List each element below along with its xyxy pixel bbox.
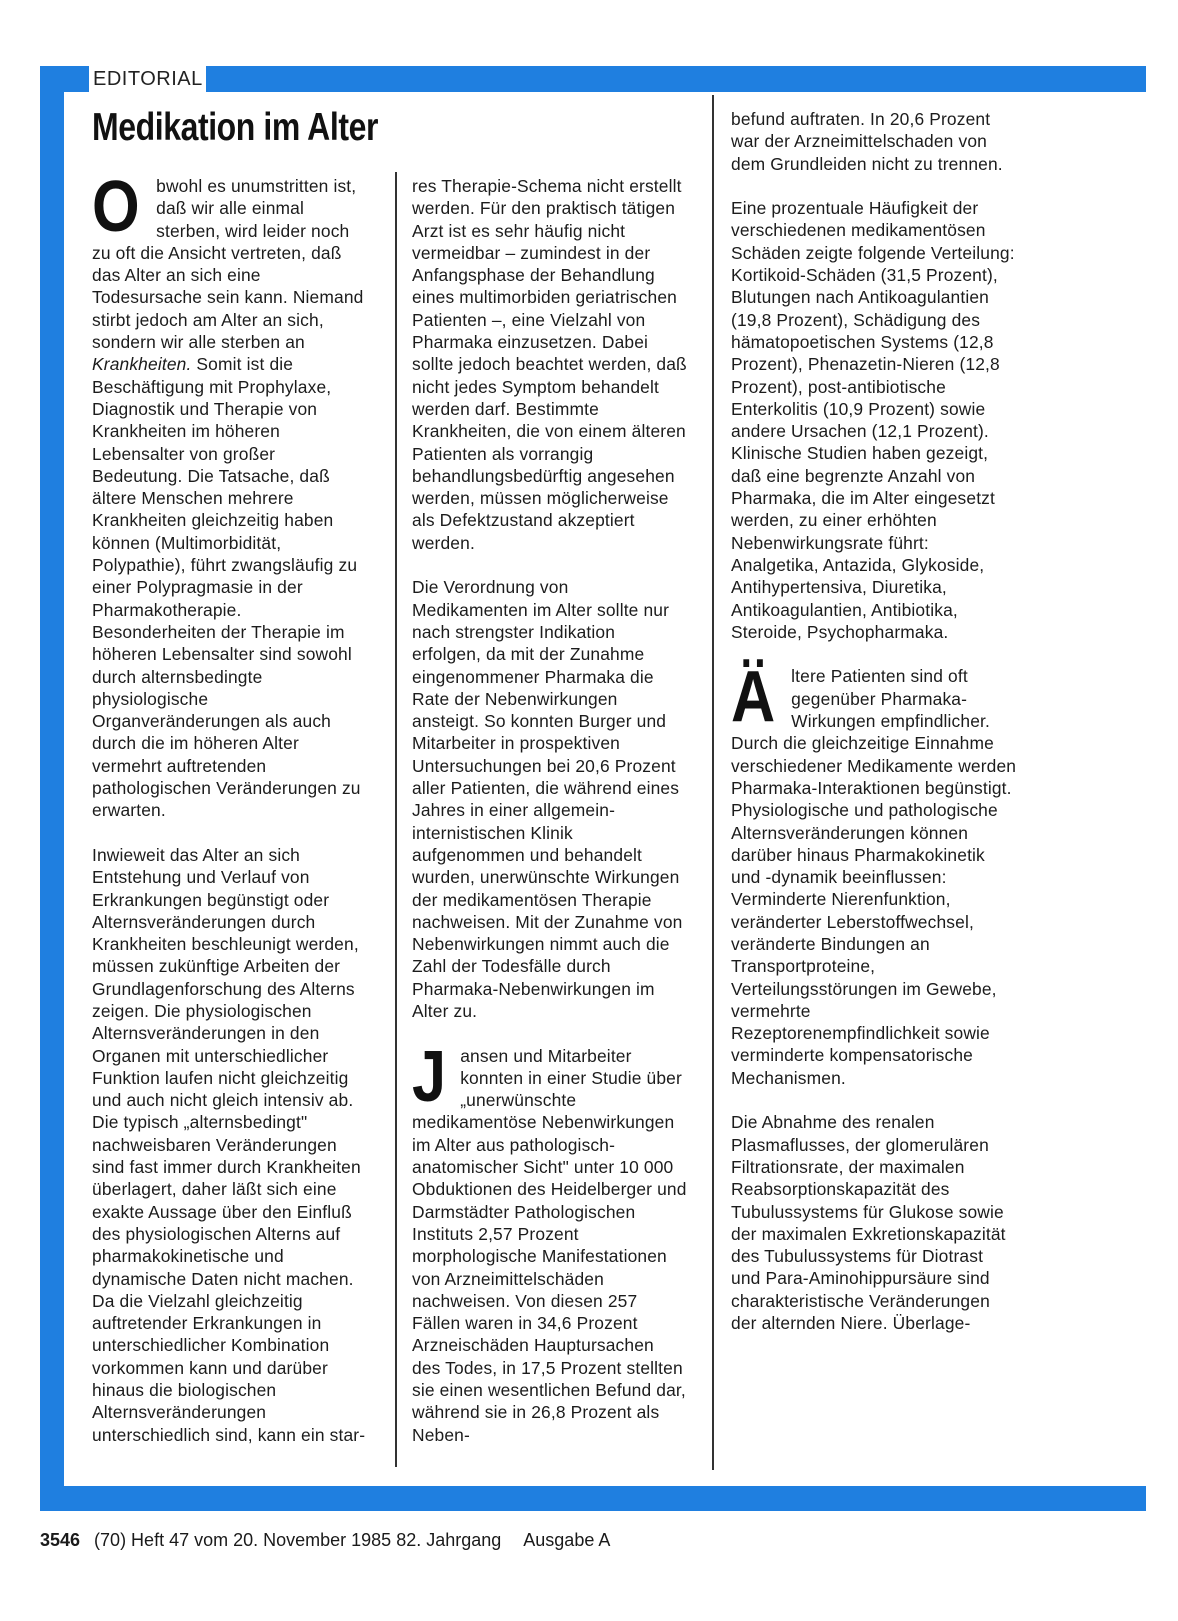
bottom-blue-bar (40, 1486, 1146, 1511)
text-column-1 (92, 167, 370, 1468)
text-column-2 (412, 175, 687, 1468)
column-divider-1 (395, 172, 397, 1467)
paragraph (731, 657, 1017, 1089)
edition-label: Ausgabe A (523, 1530, 611, 1550)
paragraph-text: bwohl es unumstritten ist, daß wir alle einmal sterben, wird leider noch zu oft die Ansicht vertreten, daß das Alter an sich eine Todesursache sein kann. Niemand stirbt jedoch am Alter an sich, sondern wir alle sterben an (92, 176, 364, 353)
paragraph-text: ltere Patienten sind oft gegenüber Pharmaka-Wirkungen empfindlicher. Durch die gleichzeitige Einnahme verschiedener Medikamente werden Pharmaka-Interaktionen begünstigt. Physiologische und pathologische Alternsveränderungen können darüber hinaus Pharmakokinetik und -dynamik beeinflussen: Verminderte Nierenfunktion, veränderter Leberstoffwechsel, veränderte Bindungen an Transportproteine, Verteilungsstörungen im Gewebe, vermehrte Rezeptorenempfindlichkeit sowie verminderte kompensatorische Mechanismen. (731, 666, 1017, 1088)
paragraph: befund auftraten. In 20,6 Prozent war der Arzneimittelschaden von dem Grundleiden nicht zu trennen. (731, 109, 1003, 174)
paragraph: Inwieweit das Alter an sich Entstehung und Verlauf von Erkrankungen begünstigt oder Alternsveränderungen durch Krankheiten beschleunigt werden, müssen zukünftige Arbeiten der Grundlagenforschung des Alterns zeigen. Die physiologischen Alternsveränderungen in den Organen mit unterschiedlicher Funktion laufen nicht gleichzeitig und auch nicht gleich intensiv ab. Die typisch „alternsbedingt" nachweisbaren Veränderungen sind fast immer durch Krankheiten überlagert, daher läßt sich eine exakte Aussage über den Einfluß des physiologischen Alterns auf pharmakokinetische und dynamische Daten nicht machen. Da die Vielzahl gleichzeitig auftretender Erkrankungen in unterschiedlicher Kombination vorkommen kann und darüber hinaus die biologischen Alternsveränderungen unterschiedlich sind, kann ein star- (92, 844, 366, 1445)
paragraph: res Therapie-Schema nicht erstellt werden. Für den praktisch tätigen Arzt ist es sehr häufig nicht vermeidbar – zumindest in der Anfangsphase der Behandlung eines multimorbiden geriatrischen Patienten –, eine Vielzahl von Pharmaka einzusetzen. Dabei sollte jedoch beachtet werden, daß nicht jedes Symptom behandelt werden darf. Bestimmte Krankheiten, die von einem älteren Patienten als vorrangig behandlungsbedürftig angesehen werden, müssen möglicherweise als Defektzustand akzeptiert werden. (412, 176, 687, 553)
text-column-3 (731, 108, 1017, 1357)
column-divider-2 (712, 95, 714, 1470)
emphasis-text: Krankheiten. (92, 354, 192, 375)
left-blue-bar (40, 66, 64, 1511)
page-footer (40, 1530, 610, 1551)
paragraph (92, 167, 370, 822)
paragraph (412, 1036, 687, 1446)
paragraph: Die Verordnung von Medikamenten im Alter sollte nur nach strengster Indikation erfolgen, da mit der Zunahme eingenommener Pharmaka die Rate der Nebenwirkungen ansteigt. So konnten Burger und Mitarbeiter in prospektiven Untersuchungen bei 20,6 Prozent aller Patienten, die während eines Jahres in einer allgemein-internistischen Klinik aufgenommen und behandelt wurden, unerwünschte Wirkungen der medikamentösen Therapie nachweisen. Mit der Zunahme von Nebenwirkungen nimmt auch die Zahl der Todesfälle durch Pharmaka-Nebenwirkungen im Alter zu. (412, 577, 683, 1021)
section-label: EDITORIAL (89, 66, 206, 93)
drop-cap: Ä (731, 657, 776, 738)
paragraph: Eine prozentuale Häufigkeit der verschiedenen medikamentösen Schäden zeigte folgende Verteilung: Kortikoid-Schäden (31,5 Prozent), Blutungen nach Antikoagulantien (19,8 Prozent), Schädigung des hämatopoetischen Systems (12,8 Prozent), Phenazetin-Nieren (12,8 Prozent), post-antibiotische Enterkolitis (10,9 Prozent) sowie andere Ursachen (12,1 Prozent). Klinische Studien haben gezeigt, daß eine begrenzte Anzahl von Pharmaka, die im Alter eingesetzt werden, zu einer erhöhten Nebenwirkungsrate führt: Analgetika, Antazida, Glykoside, Antihypertensiva, Diuretika, Antikoagulantien, Antibiotika, Steroide, Psychopharmaka. (731, 198, 1015, 642)
paragraph-text: Somit ist die Beschäftigung mit Prophylaxe, Diagnostik und Therapie von Krankheiten im höheren Lebensalter von großer Bedeutung. Die Tatsache, daß ältere Menschen mehrere Krankheiten gleichzeitig haben können (Multimorbidität, Polypathie), führt zwangsläufig zu einer Polypragmasie in der Pharmakotherapie. Besonderheiten der Therapie im höheren Lebensalter sind sowohl durch alternsbedingte physiologische Organveränderungen als auch durch die im höheren Alter vermehrt auftretenden pathologischen Veränderungen zu erwarten. (92, 354, 361, 821)
issue-info: (70) Heft 47 vom 20. November 1985 82. Jahrgang (94, 1530, 502, 1550)
paragraph: Die Abnahme des renalen Plasmaflusses, der glomerulären Filtrationsrate, der maximalen Reabsorptionskapazität des Tubulussystems für Glukose sowie der maximalen Exkretionskapazität des Tubulussystems für Diotrast und Para-Aminohippursäure sind charakteristische Veränderungen der alternden Niere. Überlage- (731, 1112, 1006, 1334)
paragraph-text: ansen und Mitarbeiter konnten in einer Studie über „unerwünschte medikamentöse Nebenwirkungen im Alter aus pathologisch-anatomischer Sicht" unter 10 000 Obduktionen des Heidelberger und Darmstädter Pathologischen Instituts 2,57 Prozent morphologische Manifestationen von Arzneimittelschäden nachweisen. Von diesen 257 Fällen waren in 34,6 Prozent Arzneischäden Hauptursachen des Todes, in 17,5 Prozent stellten sie einen wesentlichen Befund dar, während sie in 26,8 Prozent als Neben- (412, 1045, 687, 1445)
drop-cap: J (412, 1036, 447, 1117)
article-title: Medikation im Alter (92, 106, 379, 149)
drop-cap: O (92, 167, 140, 247)
page-number: 3546 (40, 1530, 81, 1550)
